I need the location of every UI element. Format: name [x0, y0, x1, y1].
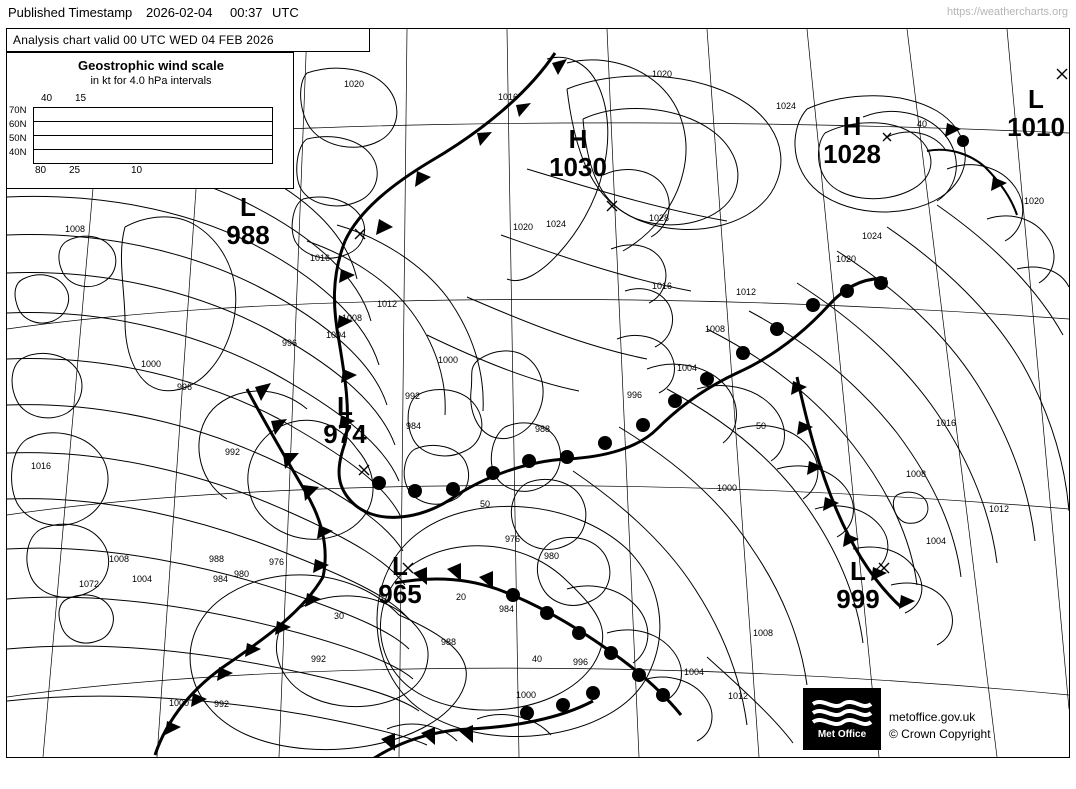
pressure-system-value: 1010: [1007, 112, 1065, 142]
wind-barb-label-30: 30: [334, 611, 345, 621]
pressure-system-letter: H: [568, 124, 588, 154]
isobar-label-1028: 1028: [649, 213, 670, 223]
wind-scale-lat-50n: 50N: [9, 133, 27, 144]
isobar-label-1024: 1024: [776, 101, 797, 111]
isobar-label-1004: 1004: [677, 363, 698, 373]
wind-barb-label-20: 20: [456, 592, 467, 602]
isobar-label-980: 980: [544, 551, 560, 561]
published-label: Published Timestamp: [8, 5, 133, 20]
pressure-system-letter: L: [850, 556, 866, 586]
wind-scale-bottom-number-1: 25: [69, 165, 81, 176]
wind-scale-grid: [33, 107, 273, 164]
isobar-label-984: 984: [213, 574, 229, 584]
isobar-label-984: 984: [499, 604, 515, 614]
pressure-system-value: 988: [226, 220, 270, 250]
isobar-label-1004: 1004: [926, 536, 947, 546]
analysis-label-text: Analysis chart valid 00 UTC WED 04 FEB 2026: [13, 33, 274, 47]
wind-barb-label-40: 40: [917, 119, 928, 129]
isobar-label-996: 996: [627, 390, 643, 400]
pressure-system-letter: L: [337, 391, 353, 421]
analysis-label-box: [6, 28, 370, 52]
isobar-label-988: 988: [535, 424, 551, 434]
wave-icon: [811, 696, 873, 726]
isobar-label-996: 996: [177, 382, 193, 392]
isobar-label-980: 980: [234, 569, 250, 579]
pressure-system-l-965: [355, 553, 445, 607]
met-office-name: Met Office: [817, 729, 867, 740]
wind-scale-subtitle: in kt for 4.0 hPa intervals: [90, 75, 212, 87]
page-header: [0, 0, 1076, 26]
wind-scale-lat-60n: 60N: [9, 119, 27, 130]
isobar-label-1000: 1000: [169, 698, 190, 708]
isobar-label-1008: 1008: [65, 224, 86, 234]
isobar-label-1020: 1020: [344, 79, 365, 89]
wind-scale-lat-40n: 40N: [9, 147, 27, 158]
isobar-label-1012: 1012: [728, 691, 749, 701]
source-url: https://weathercharts.org: [946, 6, 1068, 18]
isobar-label-1008: 1008: [342, 313, 363, 323]
isobar-label-988: 988: [209, 554, 225, 564]
pressure-system-value: 1030: [549, 152, 607, 182]
isobar-label-1020: 1020: [652, 69, 673, 79]
isobar-label-992: 992: [225, 447, 241, 457]
isobar-label-984: 984: [406, 421, 422, 431]
warm-front-pips: [372, 135, 969, 720]
isobar-label-1000: 1000: [141, 359, 162, 369]
pressure-system-value: 965: [378, 579, 422, 609]
pressure-system-value: 1028: [823, 139, 881, 169]
isobar-label-1000: 1000: [516, 690, 537, 700]
pressure-system-letter: H: [842, 111, 862, 141]
wind-scale-top-number-0: 40: [41, 93, 53, 104]
pressure-system-l-974: [300, 393, 390, 447]
isobar-label-1072: 1072: [79, 579, 100, 589]
isobar-label-996: 996: [282, 338, 298, 348]
isobar-label-1008: 1008: [109, 554, 130, 564]
pressure-system-value: 974: [323, 419, 367, 449]
wind-scale-bottom-number-2: 10: [131, 165, 143, 176]
isobar-label-1016: 1016: [936, 418, 957, 428]
geostrophic-wind-scale: [6, 52, 294, 189]
isobar-label-1012: 1012: [736, 287, 757, 297]
published-timezone: UTC: [272, 5, 299, 20]
published-time: 00:37: [230, 5, 263, 20]
wind-barb-label-50: 50: [480, 499, 491, 509]
isobar-label-1016: 1016: [31, 461, 52, 471]
isobar-label-992: 992: [311, 654, 327, 664]
pressure-system-l-1010: [991, 86, 1076, 140]
isobar-label-1020: 1020: [1024, 196, 1045, 206]
pressure-system-letter: L: [392, 551, 408, 581]
pressure-system-letter: L: [1028, 84, 1044, 114]
isobar-label-1012: 1012: [377, 299, 398, 309]
isobar-label-1004: 1004: [326, 330, 347, 340]
isobar-label-1020: 1020: [836, 254, 857, 264]
wind-scale-bottom-number-0: 80: [35, 165, 47, 176]
pressure-system-value: 999: [836, 584, 880, 614]
wind-barb-label-40: 40: [532, 654, 543, 664]
met-office-logo-mark: [803, 688, 881, 750]
pressure-system-l-999: [813, 558, 903, 612]
isobar-label-1016: 1016: [310, 253, 331, 263]
isobar-label-1004: 1004: [684, 667, 705, 677]
wind-scale-top-number-1: 15: [75, 93, 87, 104]
isobar-label-1016: 1016: [498, 92, 519, 102]
isobar-label-1008: 1008: [753, 628, 774, 638]
pressure-system-h-1030: [533, 126, 623, 180]
pressure-system-l-988: [203, 194, 293, 248]
met-office-website: metoffice.gov.uk: [889, 710, 976, 724]
isobar-label-992: 992: [405, 391, 421, 401]
isobar-label-1020: 1020: [513, 222, 534, 232]
wind-scale-lat-70n: 70N: [9, 105, 27, 116]
isobar-label-1000: 1000: [438, 355, 459, 365]
isobar-label-1008: 1008: [705, 324, 726, 334]
isobar-label-1008: 1008: [906, 469, 927, 479]
published-date: 2026-02-04: [146, 5, 213, 20]
isobar-label-976: 976: [505, 534, 521, 544]
isobar-label-988: 988: [441, 637, 457, 647]
pressure-system-letter: L: [240, 192, 256, 222]
isobar-label-1024: 1024: [862, 231, 883, 241]
isobar-label-1004: 1004: [132, 574, 153, 584]
isobar-label-1016: 1016: [652, 281, 673, 291]
met-office-copyright: © Crown Copyright: [889, 727, 991, 741]
pressure-system-h-1028: [807, 113, 897, 167]
wind-barb-label-50: 50: [756, 421, 767, 431]
met-office-logo-block: [803, 688, 1066, 756]
wind-scale-title: Geostrophic wind scale: [78, 58, 224, 73]
isobar-label-1000: 1000: [717, 483, 738, 493]
isobar-label-1012: 1012: [989, 504, 1010, 514]
isobar-label-976: 976: [269, 557, 285, 567]
isobar-label-996: 996: [573, 657, 589, 667]
isobar-label-1024: 1024: [546, 219, 567, 229]
isobar-label-992: 992: [214, 699, 230, 709]
